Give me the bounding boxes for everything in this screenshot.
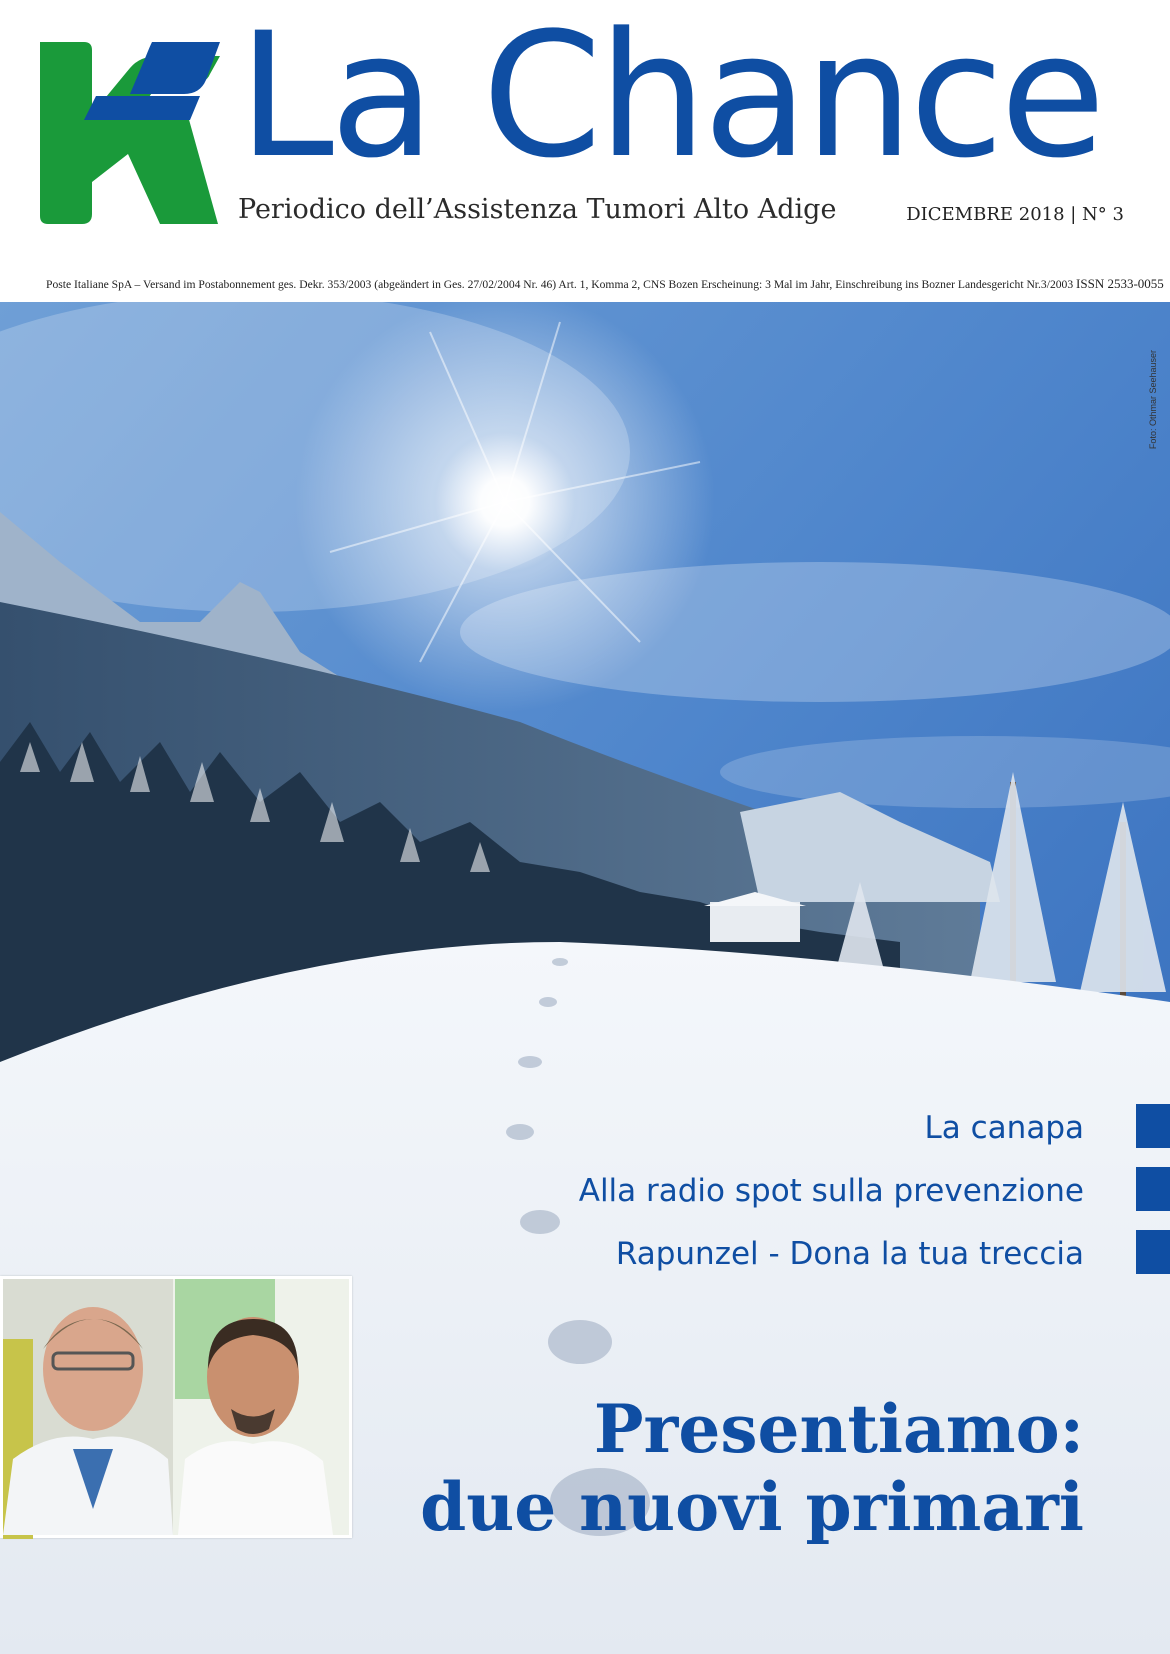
cover-headline[interactable] [420, 1390, 1084, 1546]
teaser-item[interactable] [450, 1226, 1170, 1289]
headline-line-2: due nuovi primari [420, 1468, 1084, 1546]
teaser-label: Rapunzel - Dona la tua treccia [615, 1236, 1084, 1272]
issue-date: DICEMBRE 2018 | N° 3 [906, 204, 1124, 225]
teaser-item[interactable] [450, 1100, 1170, 1163]
teaser-marker [1136, 1104, 1170, 1148]
headline-line-1: Presentiamo: [593, 1390, 1084, 1468]
doctors-photo [0, 1276, 352, 1538]
magazine-subtitle: Periodico dell’Assistenza Tumori Alto Adige [238, 194, 837, 225]
postal-notice-text: Poste Italiane SpA – Versand im Postabonnement ges. Dekr. 353/2003 (abgeändert in Ges. 27/02/2004 Nr. 46) Art. 1, Komma 2, CNS Bozen Erscheinung: 3 Mal im Jahr, Einschreibung ins Bozner Landesgericht Nr.3/2003 [46, 278, 1074, 291]
teaser-label: Alla radio spot sulla prevenzione [578, 1173, 1084, 1209]
teaser-item[interactable] [450, 1163, 1170, 1226]
magazine-title: La Chance [238, 0, 1102, 196]
issn: ISSN 2533-0055 [1076, 276, 1164, 291]
postal-notice [46, 276, 1164, 292]
photo-credit: Foto: Othmar Seehauser [1148, 350, 1158, 450]
teaser-marker [1136, 1167, 1170, 1211]
masthead [0, 0, 1170, 300]
k-logo-icon [40, 42, 220, 224]
teaser-label: La canapa [924, 1110, 1084, 1146]
teaser-list [450, 1100, 1170, 1289]
teaser-marker [1136, 1230, 1170, 1274]
